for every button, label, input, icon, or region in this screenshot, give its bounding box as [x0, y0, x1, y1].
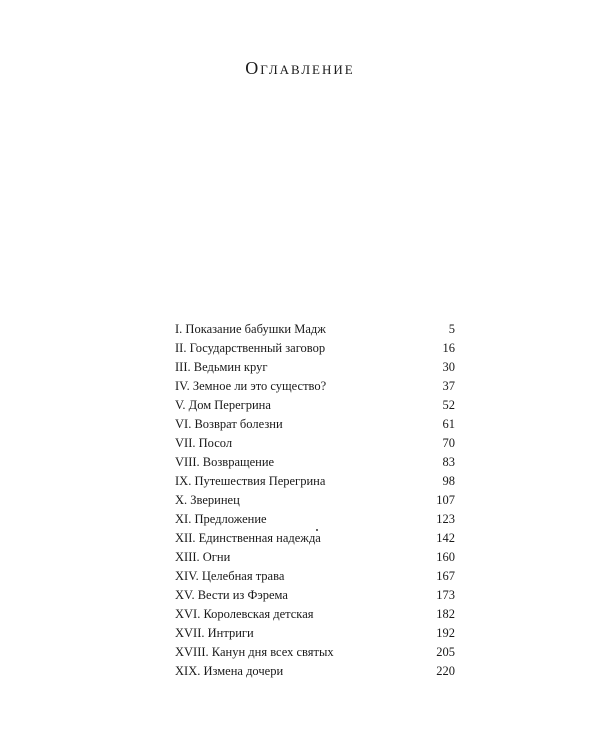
toc-entry: [175, 529, 455, 548]
toc-entry-label: XII. Единственная надежда: [175, 531, 321, 545]
toc-entry-page: 52: [442, 398, 455, 412]
toc-entry: [175, 662, 455, 681]
toc-entry-label: XVI. Королевская детская: [175, 607, 314, 621]
toc-entry: [175, 415, 455, 434]
toc-entry: [175, 643, 455, 662]
toc-entry: [175, 472, 455, 491]
toc-entry-page: 167: [436, 569, 455, 583]
toc-entry-page: 220: [436, 664, 455, 678]
toc-entry-label: IV. Земное ли это существо?: [175, 379, 327, 393]
toc-entry: [175, 358, 455, 377]
toc-entry-page: 192: [436, 626, 455, 640]
toc-entry: [175, 586, 455, 605]
toc-entry-label: III. Ведьмин круг: [175, 360, 268, 374]
toc-entry-page: 123: [436, 512, 455, 526]
toc-entry: [175, 339, 455, 358]
toc-entry: [175, 548, 455, 567]
toc-entry: [175, 491, 455, 510]
toc-entry-page: 98: [442, 474, 455, 488]
toc-entry: [175, 377, 455, 396]
toc-entry: [175, 320, 455, 339]
toc-entry-page: 83: [442, 455, 455, 469]
toc-entry: [175, 567, 455, 586]
toc-entry: [175, 396, 455, 415]
toc-entry-label: XIV. Целебная трава: [175, 569, 285, 583]
table-of-contents: [175, 320, 455, 681]
toc-entry-page: 70: [442, 436, 455, 450]
toc-entry: [175, 453, 455, 472]
toc-entry-label: V. Дом Перегрина: [175, 398, 271, 412]
toc-entry-page: 142: [436, 531, 455, 545]
toc-entry: [175, 510, 455, 529]
toc-entry-page: 173: [436, 588, 455, 602]
toc-entry: [175, 434, 455, 453]
toc-entry-page: 205: [436, 645, 455, 659]
toc-entry-label: VI. Возврат болезни: [175, 417, 283, 431]
page-title: Оглавление: [245, 58, 355, 78]
print-speck: [316, 529, 318, 531]
toc-entry: [175, 624, 455, 643]
toc-entry-label: XIII. Огни: [175, 550, 231, 564]
toc-entry-page: 5: [448, 322, 455, 336]
toc-entry-page: 107: [436, 493, 455, 507]
toc-entry-label: XVIII. Канун дня всех святых: [175, 645, 334, 659]
toc-entry-label: VII. Посол: [175, 436, 233, 450]
toc-entry-page: 182: [436, 607, 455, 621]
toc-entry-label: XI. Предложение: [175, 512, 267, 526]
toc-entry-page: 30: [442, 360, 455, 374]
toc-entry-page: 61: [442, 417, 455, 431]
toc-entry-page: 160: [436, 550, 455, 564]
toc-entry-label: I. Показание бабушки Мадж: [175, 322, 326, 336]
toc-entry-page: 16: [442, 341, 455, 355]
toc-entry-label: IX. Путешествия Перегрина: [175, 474, 326, 488]
toc-entry-label: XVII. Интриги: [175, 626, 254, 640]
toc-entry-label: X. Зверинец: [175, 493, 240, 507]
toc-entry-label: XV. Вести из Фэрема: [175, 588, 288, 602]
toc-entry-page: 37: [442, 379, 455, 393]
toc-entry-label: II. Государственный заговор: [175, 341, 326, 355]
toc-entry-label: XIX. Измена дочери: [175, 664, 284, 678]
toc-entry: [175, 605, 455, 624]
toc-entry-label: VIII. Возвращение: [175, 455, 275, 469]
